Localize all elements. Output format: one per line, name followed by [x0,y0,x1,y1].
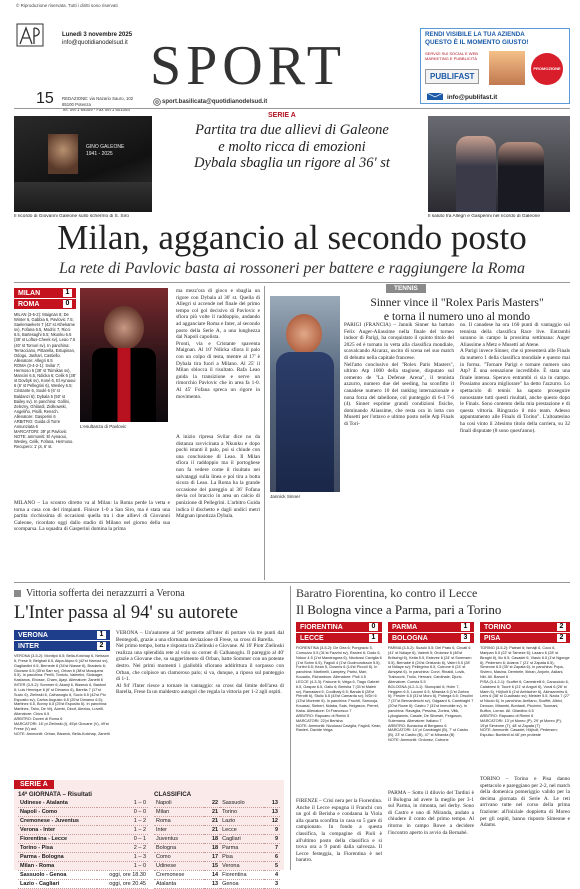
result-row [18,799,148,808]
team1-name: FIORENTINA [300,623,343,631]
result-row [18,853,148,862]
caption-coaches: Il saluto fra Allegri e Gasperini nel ricordo di Galeone [428,214,540,219]
verona-inter-tabellino: VERONA (3-5-2): Montipò 6.5; Bella-Kotchap 6, Nelsson 6, Frese 5; Belghali 6.5, Akpa Akpro 6 (42'st Harroui sv), Gagliardini 6.5, Bernede 6 (34'st Niasse 6), Bradaric 6; Giovane 6.5 (35'st Sarr sv), Orban 6 (38'st Mosquera 5.5). In panchina: Perilli, Toniolo, Valentini, Slotsager, Kastanos, Ebosse, Cham, Ajayi. Allenatore: Zanetti 6 INTER (3-5-2): Sommer 6; Akanji 6, Bisseck 6, Bastoni 6; Luis Henrique 6 (6' st Dimarco 6), Barella 7 (17'st Sucic 6), Zielinski 6, Calhanoglu 6, Sucic 6.5 (42'st Pio Esposito sv); Carlos Augusto 6.5 (20'st Dimarco 6.5); Martinez 6.5, Bonny 6.5 (25'st Esposito 6). In panchina: Martinez, Taho, De Vrij, Acerbi, Diouf, Alexiou, Luvelli. Allenatore: Chivu 6.5 ARBITRO: Doveri di Roma 6 MARCATORI: 16' pt Zielinski (I), 45'pt Giovane (V), 49'st Frese (V) aut. NOTE: Ammoniti: Orban, Bisseck, Bella-Kotchap, Zanetti [14,654,110,736]
ad-publifast[interactable] [420,28,570,104]
newspaper-email[interactable]: info@quotidianodelsud.it [62,40,128,46]
standings-points: 7 [264,844,280,853]
standings-team: Roma [154,817,204,826]
result-match: Milan - Roma [18,862,97,871]
crowd-image [14,182,152,212]
standings-team: Sassuolo [220,799,264,808]
mail-icon [427,93,443,100]
pavlovic-jersey [92,348,156,422]
standings-row [154,880,280,889]
standings-points: 17 [204,853,220,862]
right-headline: Il Bologna vince a Parma, pari a Torino [296,602,502,617]
result-row [18,835,148,844]
team2-name: INTER [18,642,39,650]
coach-figure-left [456,136,496,212]
result-score: 1 – 0 [97,799,148,808]
caption-pavlovic: L'esultanza di Pavlovic [80,424,127,429]
result-row [18,817,148,826]
sinner-head [286,314,322,354]
score-fiorentina-lecce [296,622,382,643]
inter-headline: L'Inter passa al 94' su autorete [14,603,238,623]
standings-team: Atalanta [154,880,204,889]
standings-row [154,826,280,835]
standings-team: Napoli [154,799,204,808]
standings-row [154,799,280,808]
result-row [18,862,148,871]
team2-name: LECCE [300,634,324,642]
kicker-square-icon [14,590,21,597]
score-milan-roma [14,288,76,309]
team1-score: 1 [461,623,470,631]
standings-table [154,799,280,889]
standings-row [154,844,280,853]
standings-points: 5 [264,862,280,871]
standings-team: Pisa [220,853,264,862]
tennis-col2: no. Il canadese ha ora 160 punti di vantaggio sul tennista della classifica Race live. Entrambi saranno in campo la prossima settimana: Auger Aliassime a Metz e Musetti ad Atene. A Parigi invece Sinner, che si presenterà alle Finals da numero 1 della classifica mondiale e questo mai in forma. "Tornare Parigi e tornare numero uno Atp? È una sensazione incredibile. È stata una finale intensa. Speravo entrambi ci sia in campo. Possiamo ancora migliorare" ha detto l'azzurro. Lo spettacolo di tennis ha saputo proseguire nonostante tutti questi risultati, anche questo dopo le Finals. Sono contento della mia prestazione e di questa vittoria. Ringrazio il mio team. Adesso appuntamento alle Finals di Torino". L'altoatesino ha così vinto il 24esimo titolo della carriera, su 32 finali disputate (8 sono quest'anno). [460,322,570,434]
serie-a-box [14,780,284,887]
standings-row [154,808,280,817]
team2-score: 0 [63,300,72,308]
team2-name: PISA [484,634,501,642]
standings-points: 18 [204,844,220,853]
masthead [14,14,354,114]
standings-team: Bologna [154,844,204,853]
standings-points: 6 [264,853,280,862]
standings-team: Verona [220,862,264,871]
standings-points: 9 [264,835,280,844]
team2-score: 1 [369,634,378,642]
standings-row [154,817,280,826]
result-row [18,880,148,889]
result-match: Parma - Bologna [18,853,97,862]
team1-score: 2 [557,623,566,631]
team1-name: VERONA [18,631,48,639]
parma-bologna-story: PARMA – Sotto il diluvio del Tardini è il Bologna ad avere la meglio per 3-1 sul Parma, in rimonta, nel derby. Sono di Castro e uno di Miranda, andato a chiudere il conto del primo tempo. Al ritorno in campo Rowe a decidere l'incontro aperto in avvio da Bernabé. [388,790,474,836]
top-story-kicker: SERIE A [268,112,296,119]
standings-team: Fiorentina [220,871,264,880]
ad-line2: QUESTO È IL MOMENTO GIUSTO! [425,39,529,46]
standings-points: 4 [264,871,280,880]
standings-points: 18 [204,835,220,844]
logo-icon [14,18,46,50]
team1-name: MILAN [18,289,41,297]
photo-galeone-screen [14,116,152,212]
standings-points: 9 [264,826,280,835]
standings-team: Inter [154,826,204,835]
galeone-portrait [48,134,78,174]
result-match: Verona - Inter [18,826,97,835]
serie-a-label: SERIE A [14,780,54,789]
team1-score: 1 [97,631,106,639]
standings-team: Lazio [220,817,264,826]
result-match: Fiorentina - Lecce [18,835,97,844]
top-story-deck: Partita tra due allievi di Galeone e molto ricca di emozioni Dybala sbaglia un rigore al 36' st [194,122,390,171]
result-score: 0 – 1 [97,835,148,844]
result-score: 1 – 3 [97,853,148,862]
standings-points: 21 [204,808,220,817]
standings-points: 21 [204,817,220,826]
result-score: 1 – 2 [97,826,148,835]
section-title: SPORT [150,35,346,97]
standings-team: Milan [154,808,204,817]
standings-row [154,853,280,862]
team1-name: PARMA [392,623,418,631]
team2-name: ROMA [18,300,40,308]
result-row [18,808,148,817]
standings-points: 14 [204,871,220,880]
result-match: Torino - Pisa [18,844,97,853]
result-score: 1 – 0 [97,862,148,871]
standings-points: 3 [264,880,280,889]
team2-score: 3 [461,634,470,642]
standings-points: 12 [264,817,280,826]
standings-points: 15 [204,862,220,871]
inter-kicker: Vittoria sofferta dei nerazzurri a Verona [26,588,185,599]
team2-name: BOLOGNA [392,634,428,642]
photo-allegri-gasperini [428,116,570,212]
result-score: 2 – 2 [97,844,148,853]
standings-row [154,871,280,880]
result-score: oggi, ore 18.30 [97,871,148,880]
copyright-line: © Riproduzione riservata. Tutti i diritti sono riservati [16,3,118,8]
standings-points: 13 [264,799,280,808]
fiorentina-lecce-story: FIRENZE – Crisi nera per la Fiorentina. Anche il Lecce espugna il Franchi con un gol di Berisha e condanna la Viola alla quarta sconfitta in casa su 5 gare di campionato. In fondo a questa classifica, la compagine di Pioli è all'ultimo posto della classifica e si trova ora a 9 punti dalla salvezza. Il Lecce festeggia, la Fiorentina è nel baratro. [296,798,382,864]
caption-galeone: Il ricordo di Giovanni Galeone sullo schermo di S. Siro [14,214,129,219]
result-score: oggi, ore 20.45 [97,880,148,889]
team2-score: 2 [557,634,566,642]
pavlovic-face [104,306,144,350]
result-score: 1 – 2 [97,817,148,826]
results-table [18,799,148,889]
galeone-overlay-text: GINO GALEONE 1941 - 2025 [86,144,125,157]
standings-title: CLASSIFICA [154,791,192,798]
standings-team: Como [154,853,204,862]
result-row [18,826,148,835]
tennis-kicker: TENNIS [386,284,426,293]
milan-roma-col2: ma mezz'ora di gioco e sbaglia un rigore con Dybala al 36' st. Quella di Allegri si accende nel finale del primo tempo col gol decisivo di Pavlovic e sfiora più volte il raddoppio, andando ad agganciare Roma e Inter, al secondo posto della Serie A, a una lunghezza dal Napoli capolista. Pronti, via e Cristante spaventa Maignan. Al 10' Ndicka sfiora il palo con un colpo di testa, mentre al 17' è Dybala tira fuori a Milano. Al 25' il Milan sblocca il risultato. Rafa Leao guida la transizione e serve un rimorchio Pavlovic che in area fa 1-0. Al 45' Fofana spreca un rigore in movimento. [176,288,260,400]
standings-team: Parma [220,844,264,853]
standings-team: Torino [220,808,264,817]
standings-team: Juventus [154,835,204,844]
standings-row [154,862,280,871]
result-score: 0 – 0 [97,808,148,817]
fiorentina-lecce-tabellino: FIORENTINA (3-5-2): De Gea 6; Pongracic 5, Comuzzo 5.5 (31'st Fazzini sv), Ranieri 6; Dodo 6, Ndour 4.5 (1'st Mandragora 6), Nicolussi Caviglia 6 (1'st Sohm 6.5), Fagioli 4 (1'st Gudmundsson 5.5), Fortini 6.5; Kean 5, Gosens 6 (14'st Piccoli 6). In panchina: Martinelli, Lamptey, Parisi, Marì, Kouadio, Richardson. Allenatore: Pioli 4.5 LECCE (4-3-3): Falcone 6; Veiga 6, Tiago Gabriel 6.5, Gaspar 6.5, Gallo 6; Berisha 7 (31'st Maleh sv), Ramadani 6, Coulibaly 6.5; Banda 6 (28'st Pierotti 6), Stulic 6.5 (43'st Camarda sv), N'Dri 6 (13'st Morente 6). In panchina: Fruchtl, Samooja, Kouassi, Siebert, Ndaba, Sala, Helgason, Pierret, Kaba. Allenatore: Di Francesco 7 ARBITRO: Rapuano di Rimini 5 MARCATORI: 22'pt Berisha NOTE: Ammoniti: Nicolussi Caviglia, Fagioli, Kean, Ranieri, Davide Veiga [296,646,382,733]
standings-row [154,835,280,844]
caption-sinner: Jannick Sinner [270,494,301,499]
main-subheadline: La rete di Pavlovic basta ai rossoneri per battere e raggiungere la Roma [58,260,525,277]
milan-roma-col3: A inizio ripresa Svilar dice no da distanza ravvicinata a Nkunku e dopo pochi istanti il palo, poi si chiude con una conclusione di Leao. Il Milan sfiora il raddoppio ma il portoghese non fa vedere come il risultato nei salvataggi sulla linea e poi tira a botta sicura di Leao. La Roma ha la grande occasione del pareggio al 36' Fofana devia col braccio in area un calcio di punizione di Pellegrini. L'arbitro Guida indica il dischetto e dagli undici metri Maignan ipnotizza Dybala. [176,434,260,520]
score-torino-pisa [480,622,570,643]
ad-email[interactable]: info@publifast.it [447,94,498,101]
team1-score: 0 [369,623,378,631]
ad-badge: PROMOZIONE [531,53,563,85]
verona-inter-story: VERONA – Un'autorete al 94' permette all'Inter di portare via tre punti dal Bentegodi, grazie a una sfortunata deviazione di Frese, su cross di Barella. Nel primo tempo, botta e risposta tra Zielinski e Giovane. Al 16' Piotr Zielinski realizza una splendida rete al volo su corner di Calhanoglu. Il pareggio al 40' grazie a Giovane che, su suggerimento di Orban, batte Sommer con un potente destro. Nei primi momenti i gialloblù sfiorano addirittura il sorpasso con Orban, che colpisce un clamoroso palo; si va, dunque, a riposo sul punteggio di 1-1. Al 94' l'Inter riesce a tornare in vantaggio: su cross dal limite dell'area di Barella, Frese fa un maldestro autogol che regala la vittoria per 1-2 agli ospiti. [116,630,284,696]
coach-figure-right [498,142,544,212]
milan-roma-tabellino: MILAN (3-5-2): Maignan 8; De Winter 6, Gabbia 6, Pavlovic 7.5; Saelemaekers 7 (42' st Athekame sv), Fofana 6.5, Modric 7, Ricci 6.5, Bartesaghi 5.5; Nkunku 6.5 (38' st Loftus-Cheek sv), Leao 7.5 (40' st Tomori sv). In panchina: Terracciano, Pittarella, Estupinan, Odogu, Jashari, Castiello. Allenatore: Allegri 6.5 ROMA (3-4-2-1): Svilar 7; Hermoso 6 (38' st Tsimikas sv), Mancini 6.5, Ndicka 6; Celik 6 (38' st Dovbyk sv), Koné 6, El Aynaoui 6 (6' st Pellegrini 6), Wesley 6.5; Cristante 6, Soulé 6 (6' st Baldanzi 6); Dybala 5 (50' st Bailey sv). In panchina: Gollini, Zelezny, Ghilardi, Ziolkowski, Angeliño, Pisilli, Rensch. Allenatore: Gasperini 6 ARBITRO: Guida di Torre Annunziata 6 MARCATORI: 39' pt Pavlovic NOTE: ammoniti: El Aynaoui, Wesley, Celik, Fofana, Hermoso. Recupero: 1' pt, 6' st. [14,312,76,450]
standings-team: Cremonese [154,871,204,880]
photo-pavlovic [80,288,168,422]
standings-points: 13 [204,880,220,889]
result-row [18,844,148,853]
standings-points: 21 [204,826,220,835]
standings-points: 22 [204,799,220,808]
standings-team: Lecce [220,826,264,835]
round-title: 14ª GIORNATA – Risultati [18,791,93,798]
result-row [18,871,148,880]
ad-line1: RENDI VISIBILE LA TUA AZIENDA [425,31,525,38]
photo-sinner [270,296,340,492]
sinner-body [276,352,334,492]
result-match: Napoli - Como [18,808,97,817]
result-match: Udinese - Atalanta [18,799,97,808]
score-verona-inter [14,630,110,651]
page-number: 15 [36,90,54,107]
ad-line3: SERVIZI SUI SOCIAL E WEB MARKETING E PUBBLICITÀ [425,51,478,61]
standings-team: Udinese [154,862,204,871]
standings-team: Genoa [220,880,264,889]
team1-score: 1 [63,289,72,297]
main-headline: Milan, aggancio al secondo posto [57,218,527,257]
team2-score: 2 [97,642,106,650]
score-parma-bologna [388,622,474,643]
at-icon [153,98,161,106]
result-match: Sassuolo - Genoa [18,871,97,880]
standings-team: Cagliari [220,835,264,844]
team1-name: TORINO [484,623,512,631]
ad-logo: PUBLIFAST [425,69,479,84]
parma-bologna-tabellino: PARMA (3-5-2): Suzuki 5.5; Del Prato 6, Circati 6 (41' st Ndiaye 6), Valenti 5; Ordonez 6 (46'st Britschgi 6), Keita 5.5, Estevez 6 (24' st Sorensen 5.5), Bernabé 6 (24'st Oristanio 6), Valeri 5.5 (28' st Ndiaye sv); Pellegrino 6.5, Cutrone 6 (24' st Almqvist 6). In panchina: Corvi, Rinaldi, Lovik, Trabucchi, Troilo, Hernani, Cardinale, Djuric. Allenatore: Cuesta 5.5 BOLOGNA (4-2-3-1): Skorupski 6; Holm 7, Heggem 6.5, Lucumí 6.5, Miranda 6 (1'st Zortea 6); Freuler 6.5 (31'st Moro 6), Pobega 6.5; Orsolini 7 (37'st Bernardeschi sv), Odgaard 6, Cambiaghi 7 (20'st Rowe 6); Castro 7 (31'st Immobile sv). In panchina: Ravaglia, Pessina, Zortea, Vitik, Lykogiannis, Casale, De Silvestri, Ferguson, Sulemana. Allenatore: Italiano 7 ARBITRO: Bonacina di Bergamo 6 MARCATORI: 14' pt Cambiaghi (B), 7' st Castro (B), 23' st Castro (B), 47' st Miranda (B) NOTE: Ammoniti: Ordonez, Cutrone [388,646,474,743]
result-match: Lazio - Cagliari [18,880,97,889]
issue-date: Lunedì 3 novembre 2025 [62,32,133,38]
milan-roma-col1: MILANO – Lo scontro diretto va al Milan: la Roma perde la vetta e torna a casa con del rimpianti. Finisce 1-0 a San Siro, ma è stata una partita ricchissima di occasioni quella tra i due allievi di Giovanni Galeone, ricordato oggi dallo stadio di Milano nel giorno della sua scomparsa. La squadra di Gasperini domina la prima [14,500,170,533]
sport-email[interactable]: sport.basilicata@quotidianodelsud.it [162,99,268,105]
torino-pisa-story: TORINO – Torino e Pisa danno spettacolo e pareggiano per 2-2, nel match della domenica pomeriggio valido per la decima giornata di Serie A. Le reti arrivano tutte nel corso della prima frazione: all'iniziale doppietta di Moreo per gli ospiti, hanno risposto Simeone e Adams. [480,776,570,829]
torino-pisa-tabellino: TORINO (3-5-2): Paleari 6; Ismajli 6, Coco 6, Maripan 5.5 (22' st Tameze 6); Lazaro 6 (28' st Biraghi 6), Ilic 6.5, Casadei 6, Vlasic 6.5 (1'st Ngonge 6), Pedersen 6; Adams 7 (21' st Zapata 6.5), Simeone 6.5 (35' st Zapata 6). In panchina: Popa, Siviero, Masina, Dembele, Ilkhan, Anjorin, Asllani, Nkt. All. Baroni 6 PISA (3-4-2-1): Scuffet 6; Canestrelli 6, Caracciolo 6, Calabresi 6; Touré 6 (21' st Angori 6), Vural 6 (26' st Marin 6), Höjholt 6 (1'st Aebischer 6), Akinsanmiro 6, Leris 6 (38' st Cuadrado sv); Meister 5.5, Nzola 7 (27' st Nicolo 6). In panchina: Arellano, Scuffet, Albiol, Denoon, Mbambi, Bonfanti, Piccinini, Toumani, Buffon, Lorran. All. Gilardino 6.5 ARBITRO: Rapuano di Rimini 6 MARCATORI: 13' pt Moreo (P), 29' pt Moreo (P), 19'pt Simeone (T), 48' st Zapata (T) NOTE: Ammoniti: Casadei, Höjholt, Pedersen; Espulso: Bonfanti al 48' per proteste [480,646,570,738]
redazione-address: REDAZIONE: via Nazario Sauro, 102 85100 Potenza Tel. 0971 69309 - Fax 0971 601064 [62,96,134,112]
result-match: Cremonese - Juventus [18,817,97,826]
right-kicker: Baratro Fiorentina, ko contro il Lecce [296,586,478,600]
standings-points: 13 [264,808,280,817]
tennis-headline: Sinner vince il "Rolex Paris Masters" e torna il numero uno al mondo [370,296,544,323]
tennis-col1: PARIGI (FRANCIA) – Jannik Sinner ha battuto Felix Auger-Aliassime nella finale del torneo indoor di Parigi, ha conquistato il quinto titolo del 2025 ed è tornato in vetta alla classifica mondiale, scavalcando Alcaraz, uscito di scena nel suo match di debutto nella capitale francese. Nell'atto conclusivo del "Rolex Paris Masters", ultimo Atp 1000 della stagione, disputato sul cemento de "La Defense Arena", il tennista azzurro, numero due del seeding, ha sconfitto il canadese numero 10 del ranking internazionale e nona forza del tabellone, col punteggio di 6-4 7-6 (4). Sinner esprime grandi condizioni fisiche, dominando Aliassime, che resta ora in lotta con Musetti per l'ottavo e ultimo posto nelle Atp Finals di Tori- [344,322,454,427]
ad-people-image [489,51,525,85]
